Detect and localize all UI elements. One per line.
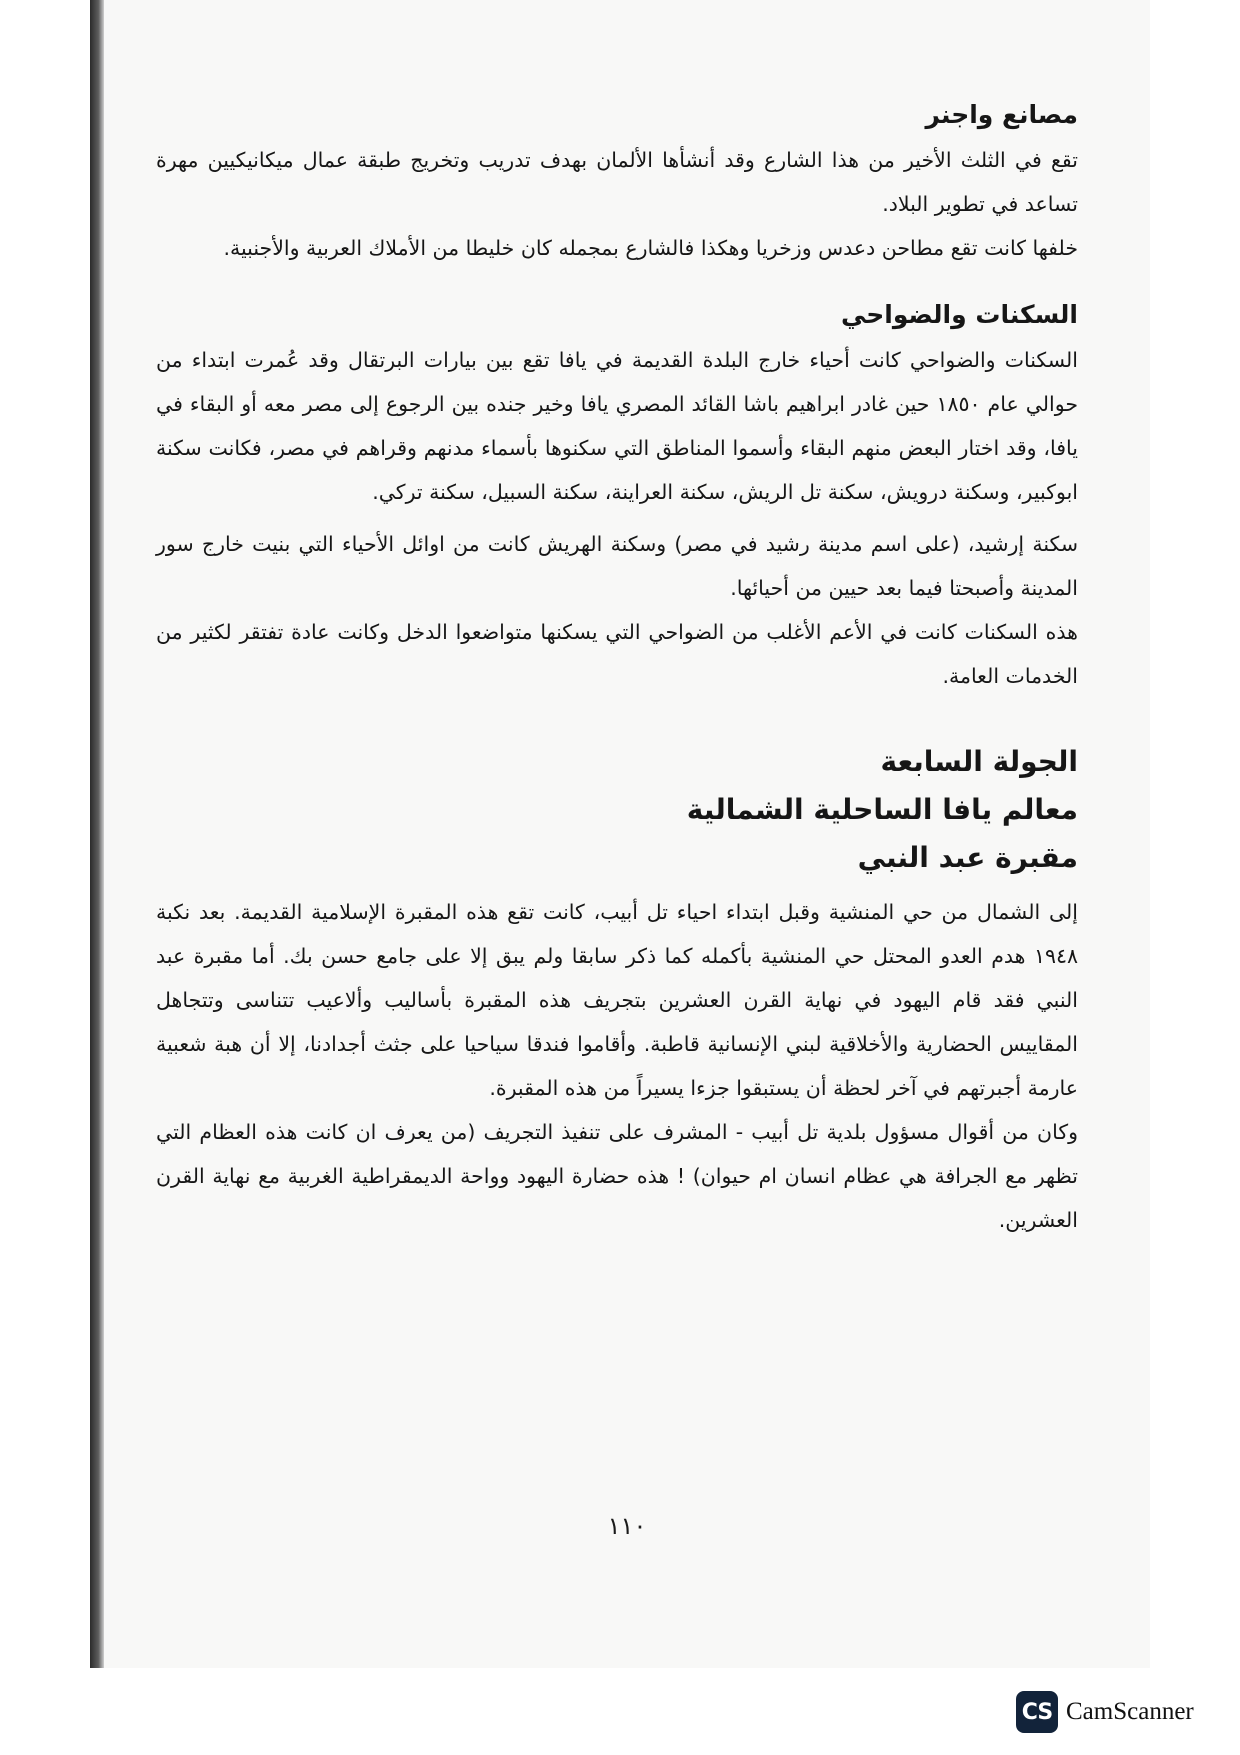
book-page	[104, 0, 1150, 1668]
paragraph-suburbs-1: السكنات والضواحي كانت أحياء خارج البلدة القديمة في يافا تقع بين بيارات البرتقال وقد عُمرت ابتداء من حوالي عام ١٨٥٠ حين غادر ابراهيم باشا القائد المصري يافا وخير جنده بين الرجوع إلى مصر معه أو البقاء في يافا، وقد اختار البعض منهم البقاء وأسموا المناطق التي سكنوها بأسماء مدنهم وقراهم في مصر، فكانت سكنة ابوكبير، وسكنة درويش، سكنة تل الريش، سكنة العراينة، سكنة السبيل، سكنة تركي.	[156, 348, 1078, 504]
camscanner-logo-icon: CS	[1016, 1691, 1058, 1733]
tour-title: الجولة السابعة	[880, 745, 1078, 778]
tour-place-heading: مقبرة عبد النبي	[857, 841, 1078, 874]
page-number: ١١٠	[607, 1512, 647, 1540]
paragraph-suburbs-2: سكنة إرشيد، (على اسم مدينة رشيد في مصر) وسكنة الهريش كانت من اوائل الأحياء التي بنيت خارج سور المدينة وأصبحتا فيما بعد حيين من أحيائها.	[156, 532, 1078, 600]
camscanner-watermark	[1016, 1690, 1194, 1734]
section-heading-suburbs: السكنات والضواحي	[840, 300, 1078, 329]
section-heading-wagner-factories: مصانع واجنر	[925, 100, 1078, 129]
camscanner-brand-text: CamScanner	[1066, 1698, 1194, 1725]
tour-subtitle: معالم يافا الساحلية الشمالية	[686, 793, 1078, 826]
paragraph-wagner-1: تقع في الثلث الأخير من هذا الشارع وقد أنشأها الألمان بهدف تدريب وتخريج طبقة عمال ميكانيكيين مهرة تساعد في تطوير البلاد.	[156, 148, 1078, 216]
paragraph-cemetery-1: إلى الشمال من حي المنشية وقبل ابتداء احياء تل أبيب، كانت تقع هذه المقبرة الإسلامية القديمة. بعد نكبة ١٩٤٨ هدم العدو المحتل حي المنشية بأكمله كما ذكر سابقا ولم يبق إلا على جامع حسن بك. أما مقبرة عبد النبي فقد قام اليهود في نهاية القرن العشرين بتجريف هذه المقبرة بأساليب وألاعيب تتناسى وتتجاهل المقاييس الحضارية والأخلاقية لبني الإنسانية قاطبة. وأقاموا فندقا سياحيا على جثث أجدادنا، إلا أن هبة شعبية عارمة أجبرتهم في آخر لحظة أن يستبقوا جزءا يسيراً من هذه المقبرة.	[156, 900, 1078, 1100]
paragraph-cemetery-2: وكان من أقوال مسؤول بلدية تل أبيب - المشرف على تنفيذ التجريف (من يعرف ان كانت هذه العظام التي تظهر مع الجرافة هي عظام انسان ام حيوان) ! هذه حضارة اليهود وواحة الديمقراطية الغربية مع نهاية القرن العشرين.	[156, 1120, 1078, 1232]
page-text-body	[156, 92, 1078, 1242]
paragraph-suburbs-3: هذه السكنات كانت في الأعم الأغلب من الضواحي التي يسكنها متواضعوا الدخل وكانت عادة تفتقر لكثير من الخدمات العامة.	[156, 620, 1078, 688]
book-spine-shadow	[90, 0, 104, 1668]
paragraph-wagner-2: خلفها كانت تقع مطاحن دعدس وزخريا وهكذا فالشارع بمجمله كان خليطا من الأملاك العربية والأجنبية.	[223, 236, 1078, 260]
